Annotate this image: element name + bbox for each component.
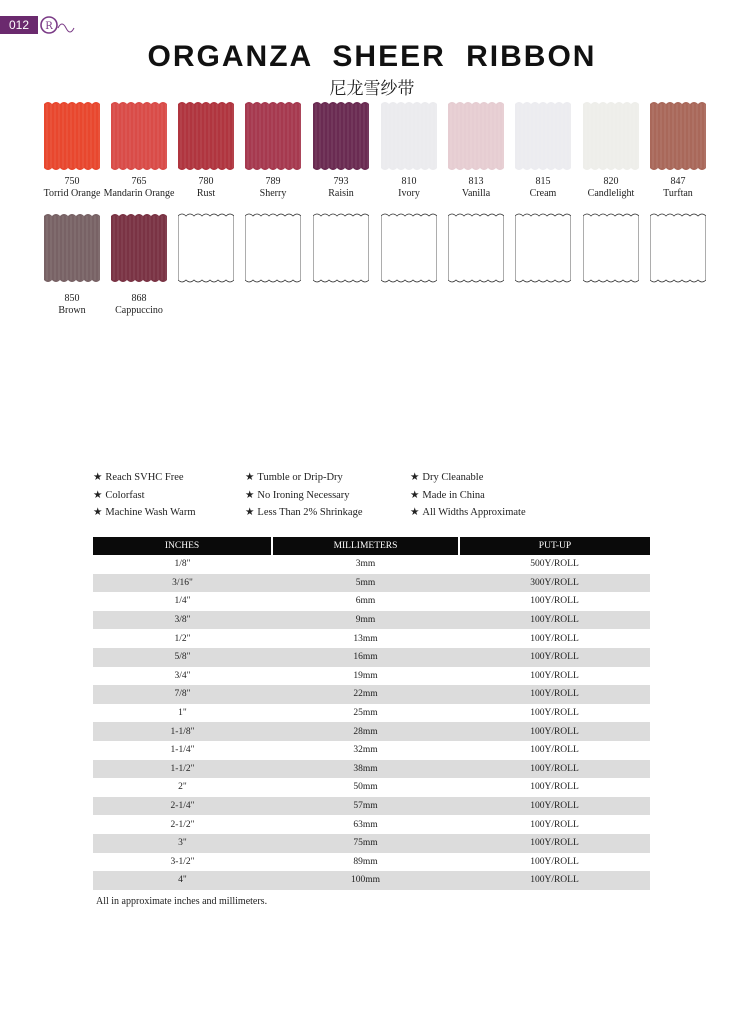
table-row (93, 778, 650, 797)
page-number-tab (0, 16, 38, 34)
cell-put-up: 100Y/ROLL (459, 685, 650, 704)
ribbon-swatch (583, 100, 639, 172)
table-header-row (93, 537, 650, 555)
cell-inches: 3" (93, 834, 272, 853)
header-put-up: PUT-UP (459, 537, 650, 555)
table-row (93, 685, 650, 704)
features-col-2 (245, 469, 363, 522)
swatch-name: Cream (529, 188, 557, 199)
feature-item: ★ All Widths Approximate (410, 507, 526, 518)
cell-put-up: 100Y/ROLL (530, 745, 579, 756)
table-row (93, 853, 650, 872)
cell-inches: 2-1/2" (170, 819, 195, 830)
star-icon: ★ (410, 489, 420, 501)
cell-millimeters: 22mm (272, 685, 459, 704)
cell-put-up: 100Y/ROLL (530, 633, 579, 644)
size-table (93, 537, 650, 890)
swatch-name: Ivory (398, 188, 420, 199)
swatch-code: 815 (535, 176, 551, 187)
empty-swatch (650, 212, 706, 284)
star-icon: ★ (245, 489, 255, 501)
star-icon: ★ (245, 472, 255, 483)
cell-inches: 4" (93, 871, 272, 890)
footnote: All in approximate inches and millimeters. (96, 896, 268, 907)
feature-item: ★ Machine Wash Warm (93, 507, 196, 518)
cell-inches: 1/8" (174, 559, 191, 570)
swatch-name: Turftan (663, 188, 693, 199)
ribbon-swatch (448, 100, 504, 172)
ribbon-swatch (381, 100, 437, 172)
star-icon: ★ (93, 472, 103, 483)
swatch-code: 813 (468, 176, 484, 187)
table-row (93, 704, 650, 723)
cell-inches: 3/16" (93, 574, 272, 593)
cell-inches: 7/8" (93, 685, 272, 704)
cell-millimeters: 89mm (353, 856, 378, 867)
cell-millimeters: 100mm (272, 871, 459, 890)
cell-put-up: 100Y/ROLL (459, 611, 650, 630)
cell-put-up: 100Y/ROLL (459, 797, 650, 816)
swatch-code: 820 (603, 176, 619, 187)
cell-millimeters: 32mm (353, 745, 378, 756)
swatch-code: 793 (333, 176, 349, 187)
cell-inches: 3/8" (93, 611, 272, 630)
table-row (93, 797, 650, 816)
cell-millimeters: 6mm (355, 596, 376, 607)
cell-put-up: 100Y/ROLL (459, 648, 650, 667)
table-row (93, 667, 650, 686)
swatch-name: Brown (58, 305, 86, 316)
cell-inches: 1-1/2" (93, 760, 272, 779)
table-row (93, 648, 650, 667)
cell-millimeters: 19mm (353, 670, 378, 681)
swatch-name: Cappuccino (115, 305, 163, 316)
cell-inches: 5/8" (93, 648, 272, 667)
empty-swatch (245, 212, 301, 284)
ribbon-swatch (245, 100, 301, 172)
header-millimeters: MILLIMETERS (272, 537, 459, 555)
cell-put-up: 100Y/ROLL (530, 819, 579, 830)
feature-item: ★ No Ironing Necessary (245, 489, 350, 501)
swatch-code: 789 (265, 176, 281, 187)
feature-item: ★ Colorfast (93, 489, 145, 501)
page-number: 012 (8, 18, 30, 32)
features-col-1 (93, 469, 196, 522)
swatch-code: 847 (670, 176, 686, 187)
svg-text:R: R (45, 21, 53, 32)
cell-millimeters: 57mm (272, 797, 459, 816)
cell-inches: 2-1/4" (93, 797, 272, 816)
cell-millimeters: 16mm (272, 648, 459, 667)
table-row (93, 834, 650, 853)
swatch-label (94, 293, 184, 317)
cell-millimeters: 28mm (272, 722, 459, 741)
ribbon-swatch (178, 100, 234, 172)
cell-inches: 1/4" (174, 596, 191, 607)
cell-millimeters: 63mm (353, 819, 378, 830)
star-icon: ★ (93, 507, 103, 518)
swatch-label (633, 176, 723, 200)
feature-item: ★ Made in China (410, 489, 485, 501)
feature-item: ★ Tumble or Drip-Dry (245, 472, 343, 483)
header-inches: INCHES (93, 537, 272, 555)
ribbon-swatch (111, 100, 167, 172)
cell-millimeters: 25mm (353, 708, 378, 719)
cell-millimeters: 38mm (272, 760, 459, 779)
swatch-name: Rust (196, 188, 216, 199)
cell-put-up: 100Y/ROLL (530, 596, 579, 607)
empty-swatch (178, 212, 234, 284)
ribbon-swatch (111, 212, 167, 284)
table-row (93, 722, 650, 741)
page-subtitle: 尼龙雪纱带 (329, 79, 415, 99)
swatch-code: 810 (401, 176, 417, 187)
swatch-code: 850 (64, 293, 80, 304)
empty-swatch (448, 212, 504, 284)
cell-put-up: 100Y/ROLL (459, 722, 650, 741)
empty-swatch (583, 212, 639, 284)
table-row (93, 760, 650, 779)
cell-inches: 1-1/8" (93, 722, 272, 741)
table-row (93, 871, 650, 890)
cell-inches: 3-1/2" (170, 856, 195, 867)
table-row (93, 592, 650, 611)
cell-put-up: 300Y/ROLL (459, 574, 650, 593)
star-icon: ★ (410, 507, 420, 518)
cell-put-up: 100Y/ROLL (459, 834, 650, 853)
cell-inches: 1/2" (174, 633, 191, 644)
swatch-name: Torrid Orange (43, 188, 101, 199)
feature-item: ★ Less Than 2% Shrinkage (245, 507, 363, 518)
ribbon-swatch (44, 100, 100, 172)
features-col-3 (410, 469, 526, 522)
cell-millimeters: 5mm (272, 574, 459, 593)
ribbon-swatch (313, 100, 369, 172)
ribbon-swatch (44, 212, 100, 284)
empty-swatch (381, 212, 437, 284)
cell-inches: 1-1/4" (170, 745, 195, 756)
feature-item: ★ Reach SVHC Free (93, 472, 184, 483)
cell-put-up: 100Y/ROLL (459, 760, 650, 779)
swatch-name: Mandarin Orange (103, 188, 175, 199)
cell-put-up: 100Y/ROLL (530, 670, 579, 681)
swatch-name: Candlelight (587, 188, 635, 199)
star-icon: ★ (410, 472, 420, 483)
table-row (93, 611, 650, 630)
cell-put-up: 100Y/ROLL (530, 856, 579, 867)
swatch-name: Raisin (328, 188, 354, 199)
swatch-code: 750 (64, 176, 80, 187)
swatch-code: 868 (131, 293, 147, 304)
cell-put-up: 500Y/ROLL (530, 559, 579, 570)
cell-millimeters: 50mm (353, 782, 378, 793)
feature-item: ★ Dry Cleanable (410, 472, 484, 483)
cell-inches: 2" (178, 782, 187, 793)
cell-put-up: 100Y/ROLL (530, 782, 579, 793)
ribbon-swatch (650, 100, 706, 172)
cell-millimeters: 3mm (355, 559, 376, 570)
brand-logo (40, 14, 80, 36)
table-row (93, 741, 650, 760)
cell-inches: 3/4" (174, 670, 191, 681)
swatch-code: 780 (198, 176, 214, 187)
table-row (93, 629, 650, 648)
empty-swatch (313, 212, 369, 284)
cell-inches: 1" (178, 708, 187, 719)
ribbon-swatch (515, 100, 571, 172)
empty-swatch (515, 212, 571, 284)
cell-millimeters: 13mm (353, 633, 378, 644)
swatch-name: Sherry (259, 188, 287, 199)
cell-put-up: 100Y/ROLL (530, 708, 579, 719)
star-icon: ★ (245, 507, 255, 518)
page-title: ORGANZA SHEER RIBBON (147, 40, 597, 73)
cell-put-up: 100Y/ROLL (459, 871, 650, 890)
swatch-name: Vanilla (461, 188, 491, 199)
table-row (93, 555, 650, 574)
star-icon: ★ (93, 489, 103, 501)
cell-millimeters: 9mm (272, 611, 459, 630)
cell-millimeters: 75mm (272, 834, 459, 853)
table-row (93, 815, 650, 834)
table-row (93, 574, 650, 593)
swatch-code: 765 (131, 176, 147, 187)
